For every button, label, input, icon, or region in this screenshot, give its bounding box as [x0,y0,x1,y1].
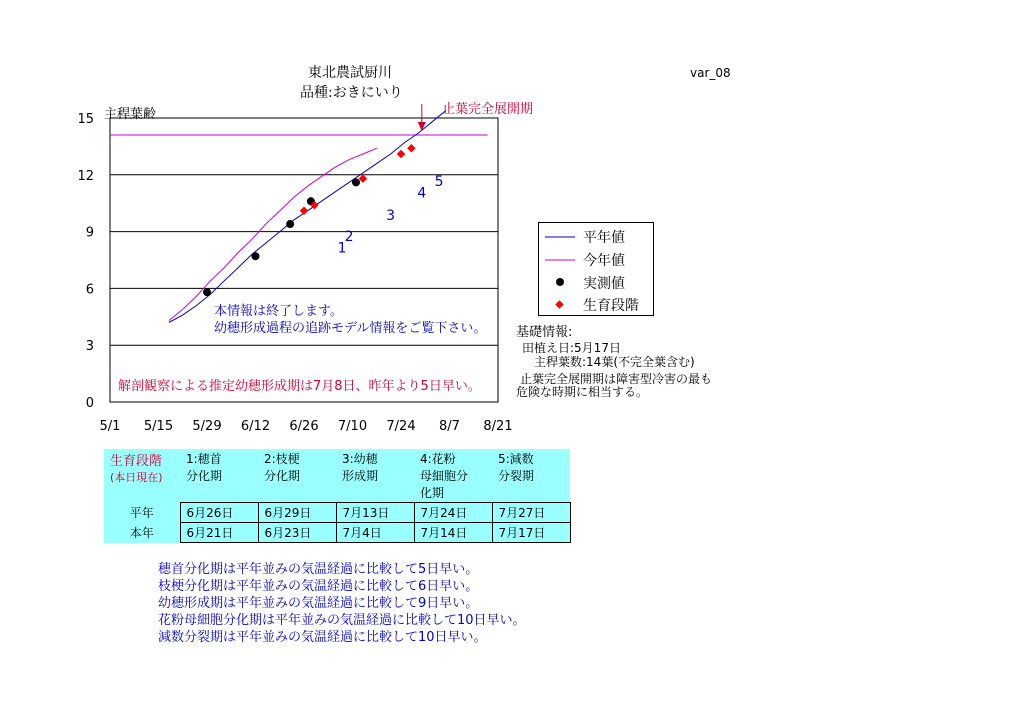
normal-stage-2: 6月29日 [258,503,336,523]
planting-date: 田植え日:5月17日 [522,341,621,355]
corner-line1: 生育段階 [110,454,163,469]
comment-5: 減数分裂期は平年並みの気温経過に比較して10日早い。 [158,630,487,645]
stage-point-1 [300,207,308,215]
stage-table-header [104,449,570,503]
normal-stage-1: 6月26日 [180,503,258,523]
row-label-normal: 平年 [104,503,180,523]
measured-point-1 [203,288,211,296]
flag-leaf-annotation: 止葉完全展開期 [442,102,534,117]
y-tick-6: 6 [85,282,94,298]
x-tick-5-29: 5/29 [192,419,222,434]
stage-table [104,449,571,543]
normal-stage-5: 7月27日 [492,503,570,523]
note-ended: 本情報は終了します。 [214,304,343,319]
current-stage-2: 6月23日 [258,523,336,543]
x-tick-7-10: 7/10 [337,419,368,434]
y-tick-9: 9 [85,225,94,241]
x-tick-6-12: 6/12 [240,419,271,434]
measured-point-5 [352,178,360,186]
note-model-info: 幼穂形成過程の追跡モデル情報をご覧下さい。 [214,321,487,336]
x-tick-5-1: 5/1 [99,419,121,434]
stage-number-layer [338,174,444,256]
stage-header-4-line2: 母細胞分 [420,469,469,483]
legend-label-stage: 生育段階 [583,298,639,314]
stage-row-current [104,523,570,543]
annotation-arrow-head [418,122,426,131]
y-tick-3: 3 [85,339,94,355]
stage-point-3 [359,174,367,182]
y-axis-label: 主稈葉齢 [104,107,157,122]
comment-1: 穂首分化期は平年並みの気温経過に比較して5日早い。 [158,562,479,577]
basic-info-title: 基礎情報: [516,325,573,340]
stage-number-2: 2 [344,229,354,246]
stage-header-3-line1: 3:幼穂 [342,452,378,466]
stage-number-3: 3 [386,208,396,225]
chart-subtitle: 品種:おきにいり [300,85,403,101]
normal-stage-3: 7月13日 [336,503,414,523]
stage-header-2 [258,449,336,503]
legend-label-measured: 実測値 [583,276,625,292]
stage-number-5: 5 [434,174,444,191]
stage-number-4: 4 [417,185,427,202]
chart-legend [538,222,654,316]
stage-header-2-line2: 分化期 [264,469,301,483]
y-tick-12: 12 [77,168,94,184]
stage-header-5-line2: 分裂期 [498,469,535,483]
y-tick-0: 0 [85,396,94,411]
x-tick-8-21: 8/21 [483,419,513,434]
stage-header-3-line2: 形成期 [342,469,379,483]
note-dissection: 解剖観察による推定幼穂形成期は7月8日、昨年より5日早い。 [118,379,481,394]
current-stage-5: 7月17日 [492,523,570,543]
chart-title: 東北農試厨川 [308,65,392,81]
stage-header-1-line1: 1:穂首 [186,452,222,466]
stage-header-1 [180,449,258,503]
stage-header-4-line1: 4:花粉 [420,452,456,466]
comment-3: 幼穂形成期は平年並みの気温経過に比較して9日早い。 [158,596,479,611]
corner-line2: (本日現在) [110,471,163,484]
plot-frame [110,118,498,402]
normal-stage-4: 7月24日 [414,503,492,523]
x-tick-6-26: 6/26 [289,419,319,434]
legend-label-normal: 平年値 [583,230,625,246]
current-stage-4: 7月14日 [414,523,492,543]
stage-header-4 [414,449,492,503]
stage-point-4 [397,150,405,158]
stage-header-3 [336,449,414,503]
plot-border [110,118,498,402]
stage-header-1-line2: 分化期 [186,469,223,483]
measured-point-3 [286,220,294,228]
stage-header-5-line1: 5:減数 [498,452,534,466]
stage-header-5 [492,449,570,503]
stage-header-4-line3: 化期 [420,486,445,500]
x-tick-7-24: 7/24 [386,419,416,434]
flag-leaf-note-1: 止葉完全展開期は障害型冷害の最も [520,372,713,386]
stage-point-5 [407,144,415,152]
stage-table-corner [104,449,180,503]
main-leaf-count: 主稈葉数:14葉(不完全葉含む) [534,355,695,369]
series-layer [110,110,488,322]
measured-point-2 [252,252,260,260]
x-tick-5-15: 5/15 [143,419,174,434]
comment-4: 花粉母細胞分化期は平年並みの気温経過に比較して10日早い。 [158,613,526,628]
stage-header-2-line1: 2:枝梗 [264,452,300,466]
variant-label: var_08 [690,66,731,80]
legend-label-current: 今年値 [583,253,625,269]
current-stage-3: 7月4日 [336,523,414,543]
x-tick-8-7: 8/7 [439,419,460,434]
stage-row-normal [104,503,570,523]
y-tick-15: 15 [77,112,94,127]
marker-layer [203,144,416,296]
current-stage-1: 6月21日 [180,523,258,543]
stage-number-1: 1 [337,240,347,257]
legend-dot-measured [556,278,564,286]
legend-diamond-stage [555,300,563,308]
flag-leaf-note-2: 危険な時期に相当する。 [516,385,649,399]
comment-2: 枝梗分化期は平年並みの気温経過に比較して6日早い。 [158,579,479,594]
row-label-current: 本年 [104,523,180,543]
